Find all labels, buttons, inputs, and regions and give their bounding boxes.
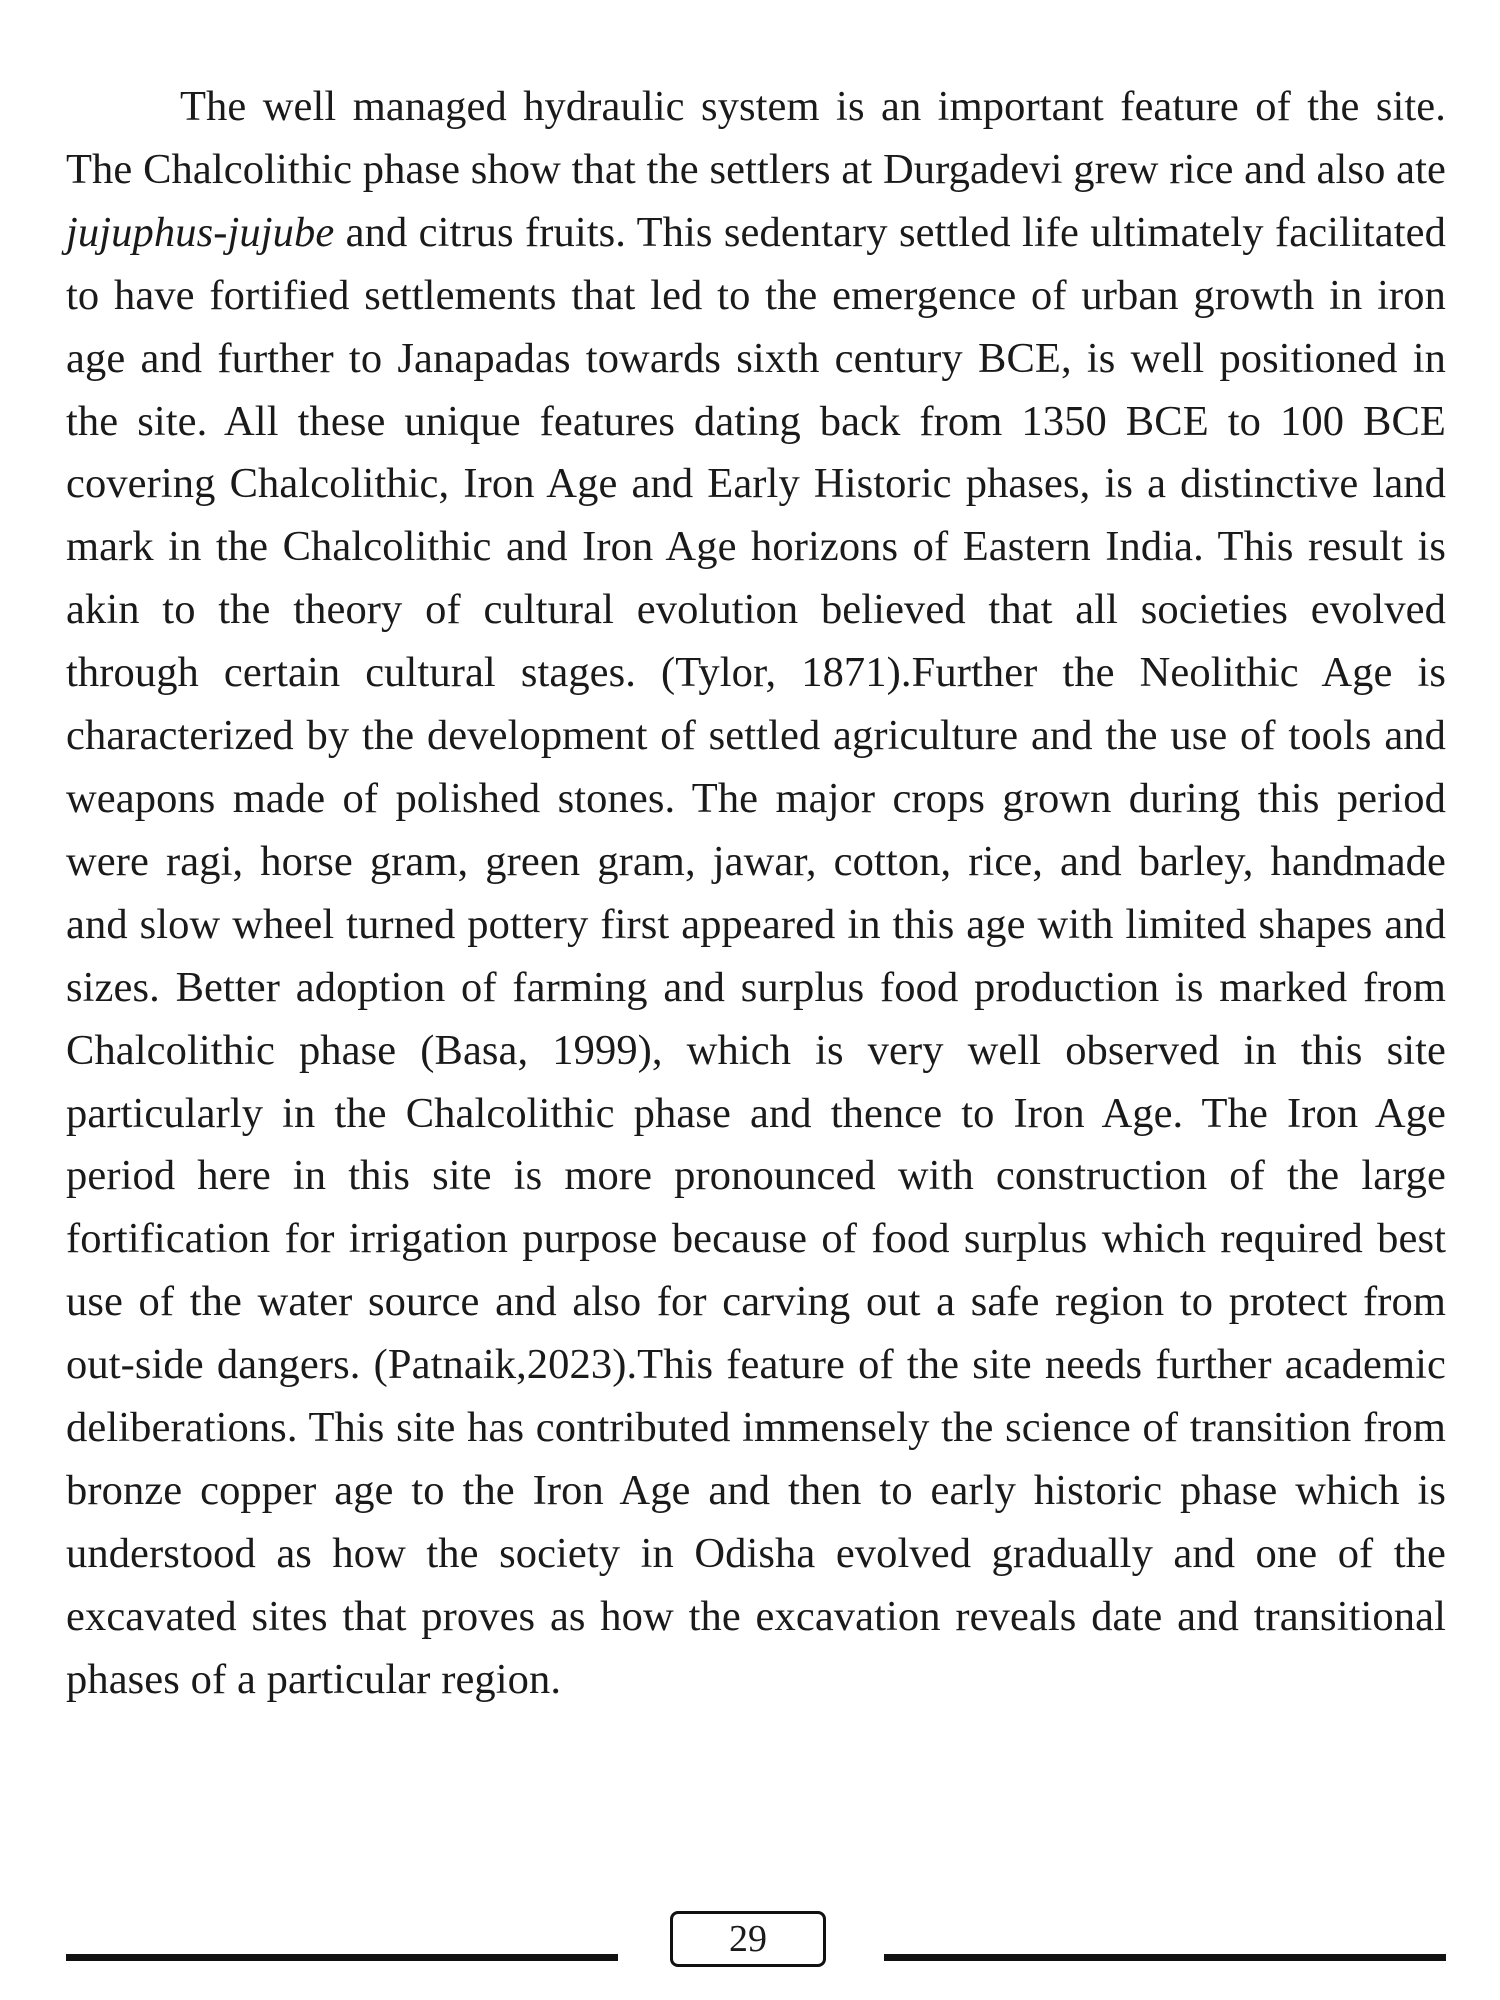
footer-rule-right (884, 1954, 1446, 1961)
page-number: 29 (670, 1911, 826, 1967)
paragraph-text-end: and citrus fruits. This sedentary settled life ultimately facilitated to have fortified settlements that led to the emergence of urban growth in iron age and further to Janapadas towards sixth century BCE, is well positioned in the site. All these unique features dating back from 1350 BCE to 100 BCE covering Chalcolithic, Iron Age and Early Historic phases, is a distinctive land mark in the Chalcolithic and Iron Age horizons of Eastern India. This result is akin to the theory of cultural evolution believed that all societies evolved through certain cultural stages. (Tylor, 1871).Further the Neolithic Age is characterized by the development of settled agriculture and the use of tools and weapons made of polished stones. The major crops grown during this period were ragi, horse gram, green gram, jawar, cotton, rice, and barley, handmade and slow wheel turned pottery first appeared in this age with limited shapes and sizes. Better adoption of farming and surplus food production is marked from Chalcolithic phase (Basa, 1999), which is very well observed in this site particularly in the Chalcolithic phase and thence to Iron Age. The Iron Age period here in this site is more pronounced with construction of the large fortification for irrigation purpose because of food surplus which required best use of the water source and also for carving out a safe region to protect from out-side dangers. (Patnaik,2023).This feature of the site needs further academic deliberations. This site has contributed immensely the science of transition from bronze copper age to the Iron Age and then to early historic phase which is understood as how the society in Odisha evolved gradually and one of the excavated sites that proves as how the excavation reveals date and transitional phases of a particular region. (66, 208, 1446, 1703)
paragraph-text-start: The well managed hydraulic system is an important feature of the site. The Chalcolithic phase show that the settlers at Durgadevi grew rice and also ate (66, 83, 1446, 193)
paragraph-italic-term: jujuphus-jujube (66, 208, 335, 256)
page-footer (66, 1911, 1446, 1971)
body-paragraph (66, 76, 1446, 1712)
footer-rule-left (66, 1954, 618, 1961)
document-page (66, 76, 1446, 1712)
